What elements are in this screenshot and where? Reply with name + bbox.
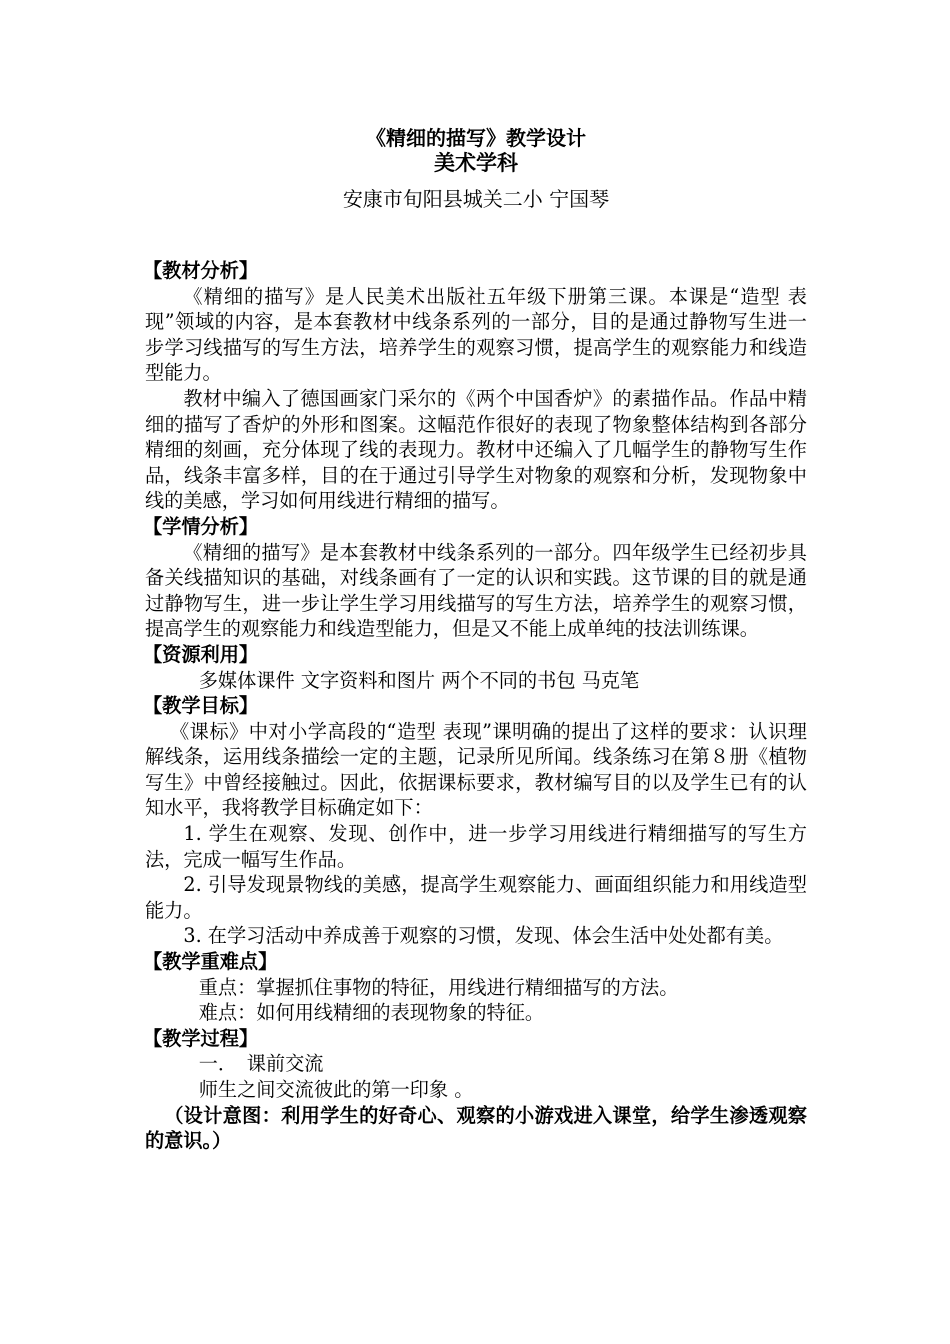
design-intent: （设计意图：利用学生的好奇心、观察的小游戏进入课堂，给学生渗透观察的意识。）	[145, 1103, 807, 1153]
key-heading: 【教学重难点】	[143, 950, 278, 974]
process-heading: 【教学过程】	[143, 1026, 259, 1050]
difficult-point: 难点：如何用线精细的表现物象的特征。	[198, 1001, 545, 1025]
goal-item-2: 2. 引导发现景物线的美感，提高学生观察能力、画面组织能力和用线造型能力。	[145, 873, 807, 922]
goal-paragraph: 《课标》中对小学高段的“造型 表现”课明确的提出了这样的要求：认识理解线条，运用线条描绘一定的主题，记录所见所闻。线条练习在第８册《植物写生》中曾经接触过。因此，依据课标要求，教材编写目的以及学生已有的认知水平，我将教学目标确定如下：	[145, 719, 807, 820]
doc-body	[145, 258, 807, 1154]
doc-title: 《精细的描写》教学设计	[366, 126, 586, 150]
doc-subject: 美术学科	[434, 150, 518, 175]
key-point: 重点：掌握抓住事物的特征，用线进行精细描写的方法。	[198, 975, 679, 999]
analysis-heading: 【教材分析】	[143, 259, 259, 282]
goal-item-1: 1. 学生在观察、发现、创作中，进一步学习用线进行精细描写的写生方法，完成一幅写生作品。	[145, 822, 807, 871]
goal-heading: 【教学目标】	[143, 694, 259, 718]
learner-heading: 【学情分析】	[143, 514, 259, 538]
goal-item-3: 3. 在学习活动中养成善于观察的习惯，发现、体会生活中处处都有美。	[183, 924, 784, 948]
analysis-paragraph-2: 教材中编入了德国画家门采尔的《两个中国香炉》的素描作品。作品中精细的描写了香炉的外形和图案。这幅范作很好的表现了物象整体结构到各部分精细的刻画，充分体现了线的表现力。教材中还编入了几幅学生的静物写生作品，线条丰富多样，目的在于通过引导学生对物象的观察和分析，发现物象中线的美感，学习如何用线进行精细的描写。	[145, 386, 807, 513]
resource-paragraph: 多媒体课件 文字资料和图片 两个不同的书包 马克笔	[198, 668, 640, 692]
resource-heading: 【资源利用】	[143, 642, 259, 666]
process-step-1: 一． 课前交流	[198, 1052, 324, 1076]
doc-author: 安康市旬阳县城关二小 宁国琴	[342, 187, 610, 211]
process-paragraph: 师生之间交流彼此的第一印象 。	[198, 1078, 474, 1101]
analysis-paragraph-1: 《精细的描写》是人民美术出版社五年级下册第三课。本课是“造型 表现”领域的内容，是本套教材中线条系列的一部分，目的是通过静物写生进一步学习线描写的写生方法，培养学生的观察习惯，提高学生的观察能力和线造型能力。	[145, 284, 807, 385]
learner-paragraph: 《精细的描写》是本套教材中线条系列的一部分。四年级学生已经初步具备关线描知识的基础，对线条画有了一定的认识和实践。这节课的目的就是通过静物写生，进一步让学生学习用线描写的写生方法，培养学生的观察习惯，提高学生的观察能力和线造型能力，但是又不能上成单纯的技法训练课。	[145, 540, 807, 641]
